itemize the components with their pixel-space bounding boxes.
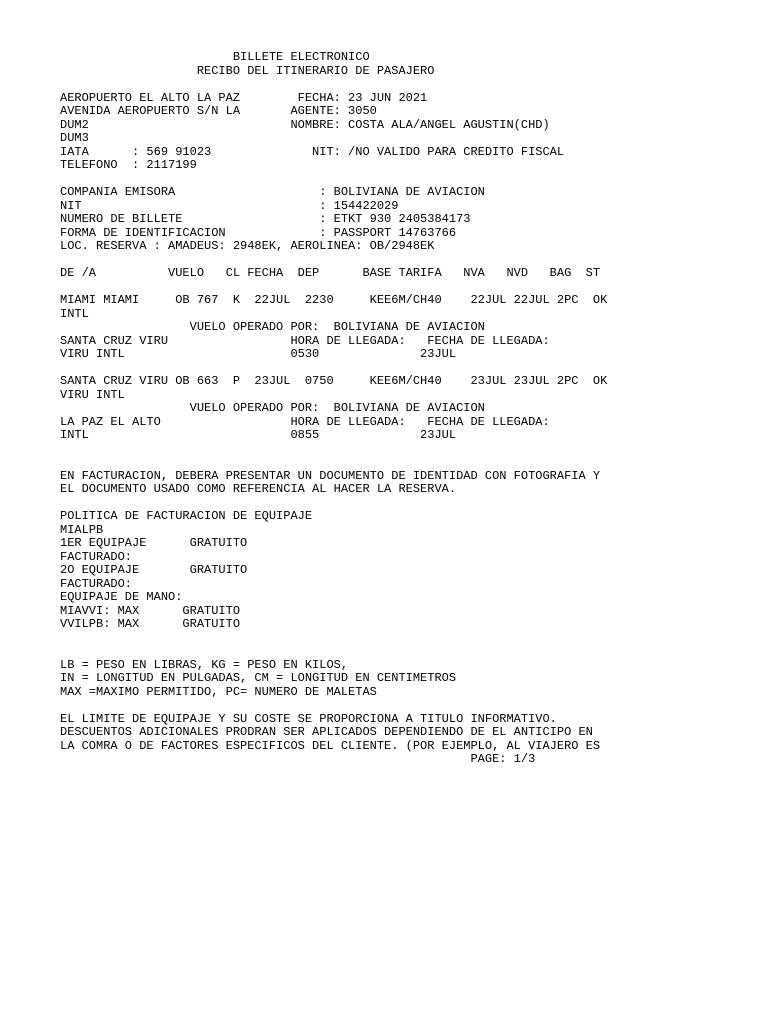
spacer <box>60 699 760 713</box>
spacer <box>60 173 760 187</box>
issuer-line: NIT : 154422029 <box>60 198 399 213</box>
baggage-line: FACTURADO: <box>60 576 133 591</box>
baggage-line: FACTURADO: <box>60 549 133 564</box>
legend-line: MAX =MAXIMO PERMITIDO, PC= NUMERO DE MALETAS <box>60 684 377 699</box>
disclaimer-line: LA COMRA O DE FACTORES ESPECIFICOS DEL CLIENTE. (POR EJEMPLO, AL VIAJERO ES <box>60 738 601 753</box>
notice-line: EN FACTURACION, DEBERA PRESENTAR UN DOCUMENTO DE IDENTIDAD CON FOTOGRAFIA Y <box>60 468 601 483</box>
spacer <box>60 254 760 268</box>
agency-header-block <box>60 92 760 173</box>
header-line: TELEFONO : 2117199 <box>60 158 197 172</box>
issuer-line: COMPANIA EMISORA : BOLIVIANA DE AVIACION <box>60 185 485 199</box>
issuer-line: FORMA DE IDENTIFICACION : PASSPORT 14763766 <box>60 225 457 240</box>
document-subtitle: RECIBO DEL ITINERARIO DE PASAJERO <box>60 63 435 78</box>
flight-line: LA PAZ EL ALTO HORA DE LLEGADA: FECHA DE LLEGADA: <box>60 414 550 429</box>
flight-line: VIRU INTL <box>60 387 125 402</box>
spacer <box>60 78 760 92</box>
baggage-line: POLITICA DE FACTURACION DE EQUIPAJE <box>60 509 313 523</box>
flight-line: MIAMI MIAMI OB 767 K 22JUL 2230 KEE6M/CH40 22JUL 22JUL 2PC OK <box>60 293 608 307</box>
header-line: AEROPUERTO EL ALTO LA PAZ FECHA: 23 JUN 2021 <box>60 90 428 105</box>
id-notice <box>60 470 760 497</box>
flights-table-header: DE /A VUELO CL FECHA DEP BASE TARIFA NVA NVD BAG ST <box>60 266 601 280</box>
itinerary-receipt <box>60 51 760 767</box>
spacer <box>60 281 760 295</box>
document-title: BILLETE ELECTRONICO <box>60 50 370 64</box>
flight-segment-1 <box>60 294 760 362</box>
spacer <box>60 645 760 659</box>
baggage-disclaimer <box>60 713 760 754</box>
flight-line: INTL <box>60 306 89 321</box>
flight-line: INTL 0855 23JUL <box>60 428 457 442</box>
header-line: AVENIDA AEROPUERTO S/N LA AGENTE: 3050 <box>60 104 377 118</box>
baggage-policy <box>60 510 760 632</box>
spacer <box>60 632 760 646</box>
baggage-line: VVILPB: MAX GRATUITO <box>60 617 241 631</box>
disclaimer-line: EL LIMITE DE EQUIPAJE Y SU COSTE SE PROPORCIONA A TITULO INFORMATIVO. <box>60 711 557 726</box>
issuer-line: LOC. RESERVA : AMADEUS: 2948EK, AEROLINEA: OB/2948EK <box>60 239 435 253</box>
issuer-block <box>60 186 760 254</box>
baggage-line: MIALPB <box>60 522 104 537</box>
flight-line: SANTA CRUZ VIRU OB 663 P 23JUL 0750 KEE6M/CH40 23JUL 23JUL 2PC OK <box>60 374 608 388</box>
spacer <box>60 497 760 511</box>
units-legend <box>60 659 760 700</box>
legend-line: IN = LONGITUD EN PULGADAS, CM = LONGITUD EN CENTIMETROS <box>60 671 457 685</box>
spacer <box>60 362 760 376</box>
spacer <box>60 443 760 457</box>
baggage-line: MIAVVI: MAX GRATUITO <box>60 603 241 618</box>
disclaimer-line: DESCUENTOS ADICIONALES PRODRAN SER APLICADOS DEPENDIENDO DE EL ANTICIPO EN <box>60 725 593 739</box>
flight-segment-2 <box>60 375 760 443</box>
flight-line: SANTA CRUZ VIRU HORA DE LLEGADA: FECHA DE LLEGADA: <box>60 333 550 348</box>
baggage-line: EQUIPAJE DE MANO: <box>60 590 183 604</box>
header-line: IATA : 569 91023 NIT: /NO VALIDO PARA CREDITO FISCAL <box>60 144 565 159</box>
header-line: DUM3 <box>60 131 89 145</box>
spacer <box>60 456 760 470</box>
issuer-line: NUMERO DE BILLETE : ETKT 930 2405384173 <box>60 212 471 226</box>
baggage-line: 1ER EQUIPAJE GRATUITO <box>60 536 248 550</box>
header-line: DUM2 NOMBRE: COSTA ALA/ANGEL AGUSTIN(CHD) <box>60 117 550 132</box>
notice-line: EL DOCUMENTO USADO COMO REFERENCIA AL HACER LA RESERVA. <box>60 482 457 496</box>
flight-line: VUELO OPERADO POR: BOLIVIANA DE AVIACION <box>60 320 485 334</box>
page-number: PAGE: 1/3 <box>60 752 536 766</box>
flight-line: VIRU INTL 0530 23JUL <box>60 347 457 361</box>
baggage-line: 2O EQUIPAJE GRATUITO <box>60 563 248 577</box>
flight-line: VUELO OPERADO POR: BOLIVIANA DE AVIACION <box>60 401 485 415</box>
legend-line: LB = PESO EN LIBRAS, KG = PESO EN KILOS, <box>60 657 349 672</box>
